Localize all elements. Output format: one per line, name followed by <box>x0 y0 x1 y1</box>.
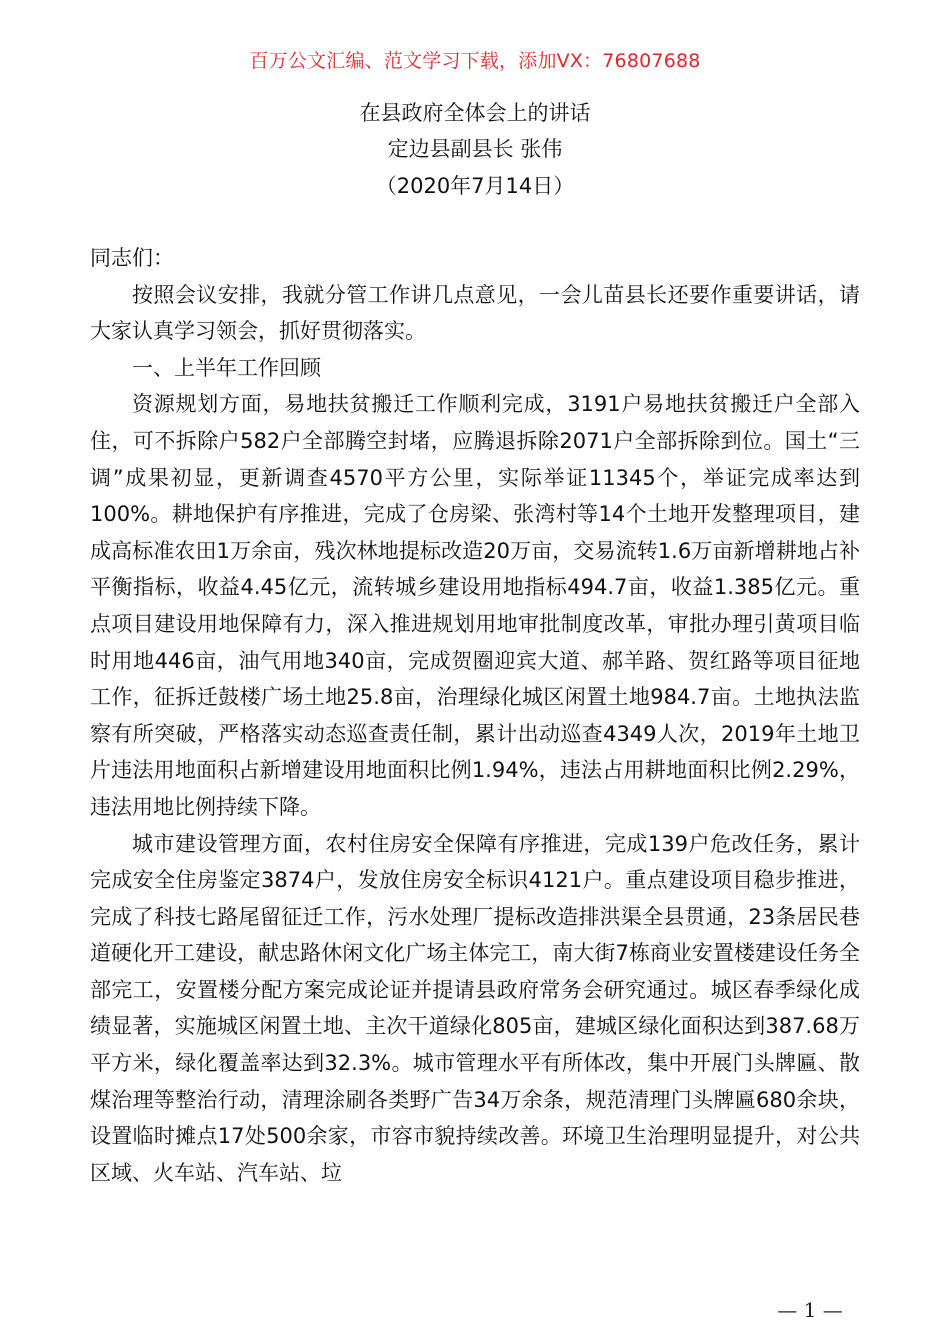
resource-planning-paragraph: 资源规划方面，易地扶贫搬迁工作顺利完成，3191户易地扶贫搬迁户全部入住，可不拆除户582户全部腾空封堵，应腾退拆除2071户全部拆除到位。国土“三调”成果初显，更新调查4570平方公里，实际举证11345个，举证完成率达到100%。耕地保护有序推进，完成了仓房梁、张湾村等14个土地开发整理项目，建成高标准农田1万余亩，残次林地提标改造20万亩，交易流转1.6万亩新增耕地占补平衡指标，收益4.45亿元，流转城乡建设用地指标494.7亩，收益1.385亿元。重点项目建设用地保障有力，深入推进规划用地审批制度改革，审批办理引黄项目临时用地446亩，油气用地340亩，完成贺圈迎宾大道、郝羊路、贺红路等项目征地工作，征拆迁鼓楼广场土地25.8亩，治理绿化城区闲置土地984.7亩。土地执法监察有所突破，严格落实动态巡查责任制，累计出动巡查4349人次，2019年土地卫片违法用地面积占新增建设用地面积比例1.94%，违法占用耕地面积比例2.29%，违法用地比例持续下降。 <box>90 392 860 819</box>
intro-paragraph: 按照会议安排，我就分管工作讲几点意见，一会儿苗县长还要作重要讲话，请大家认真学习领会，抓好贯彻落实。 <box>90 282 860 344</box>
speech-date: （2020年7月14日） <box>375 174 575 198</box>
promo-banner: 百万公文汇编、范文学习下载，添加VX：76807688 <box>249 50 701 72</box>
section-heading: 一、上半年工作回顾 <box>132 355 321 380</box>
salutation: 同志们： <box>90 246 174 270</box>
urban-construction-paragraph: 城市建设管理方面，农村住房安全保障有序推进，完成139户危改任务，累计完成安全住房鉴定3874户，发放住房安全标识4121户。重点建设项目稳步推进，完成了科技七路尾留征迁工作，污水处理厂提标改造排洪渠全县贯通，23条居民巷道硬化开工建设，献忠路休闲文化广场主体完工，南大街7栋商业安置楼建设任务全部完工，安置楼分配方案完成论证并提请县政府常务会研究通过。城区春季绿化成绩显著，实施城区闲置土地、主次干道绿化805亩，建城区绿化面积达到387.68万平方米，绿化覆盖率达到32.3%。城市管理水平有所体改，集中开展门头牌匾、散煤治理等整治行动，清理涂刷各类野广告34万余条，规范清理门头牌匾680余块，设置临时摊点17处500余家，市容市貌持续改善。环境卫生治理明显提升，对公共区域、火车站、汽车站、垃 <box>90 831 860 1185</box>
speech-title: 在县政府全体会上的讲话 <box>359 101 591 125</box>
speaker-line: 定边县副县长 张伟 <box>387 137 563 161</box>
page-number: — 1 — <box>777 1298 843 1322</box>
document-body <box>90 240 860 1191</box>
